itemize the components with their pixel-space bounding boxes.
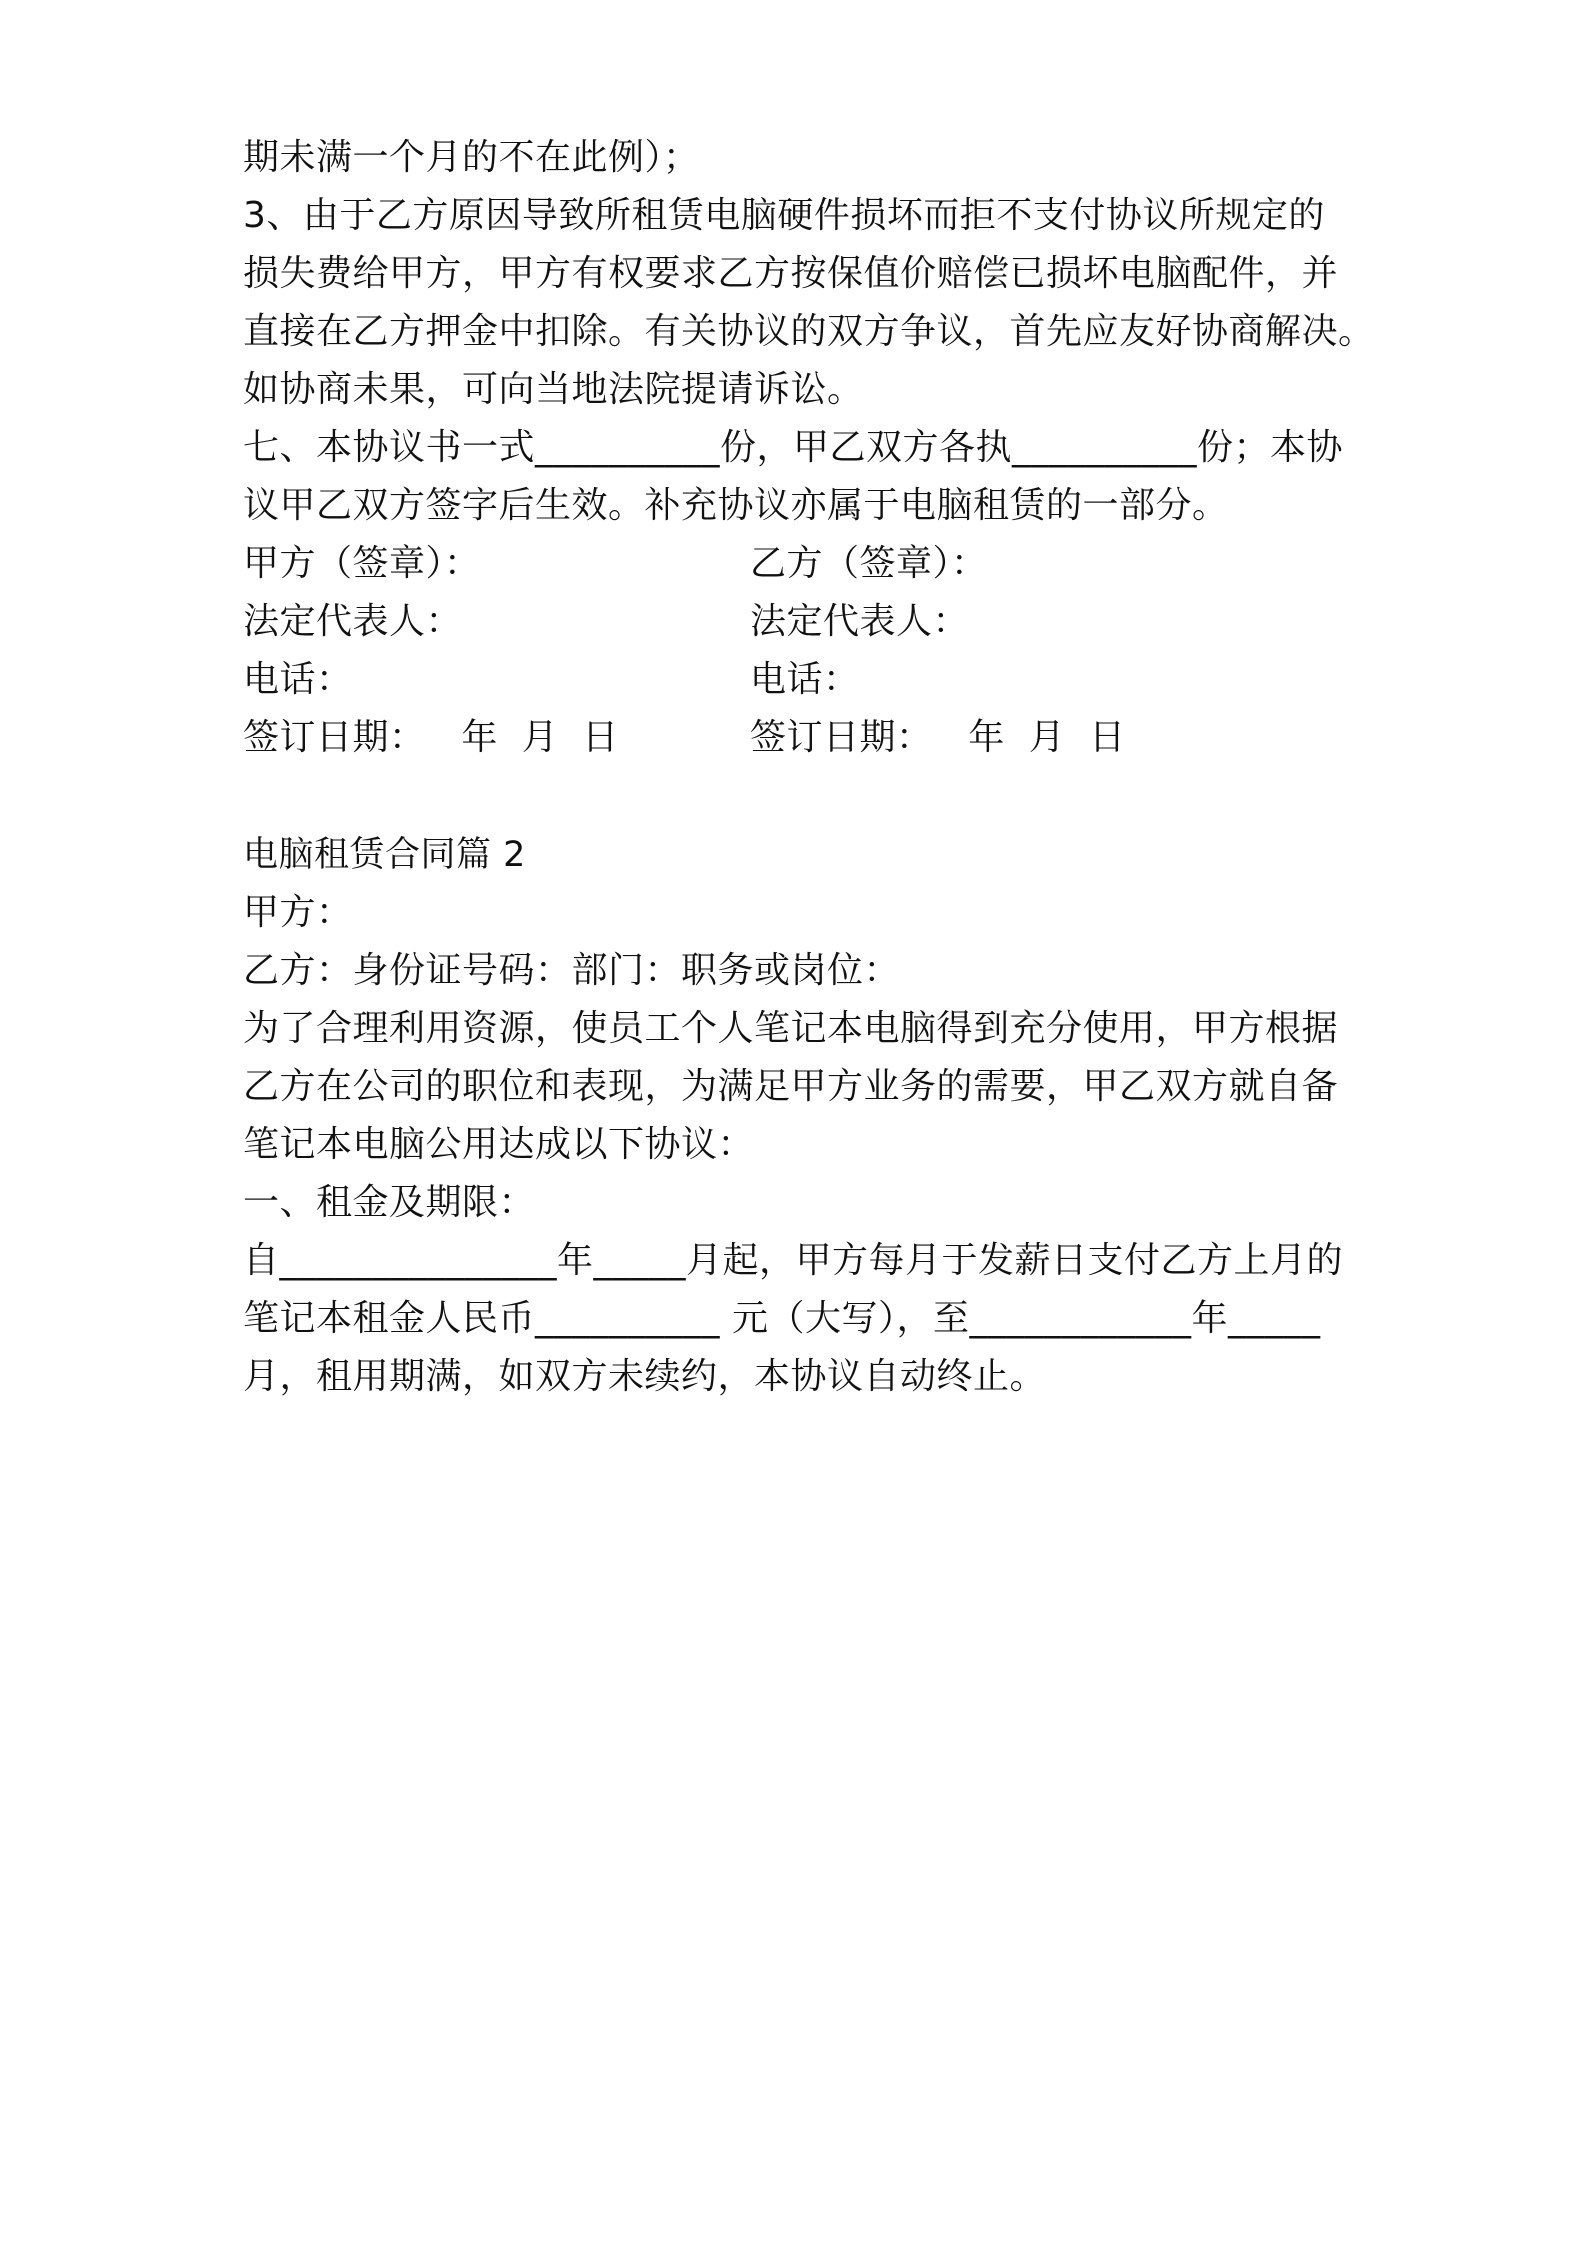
clause-line: 自_______________年_____月起，甲方每月于发薪日支付乙方上月的 xyxy=(243,1240,1344,1281)
signature-row-phone xyxy=(0,655,1586,705)
clause-line: 笔记本租金人民币__________ 元（大写），至____________年_____ xyxy=(243,1298,1321,1339)
party-b-phone-label: 电话： xyxy=(750,659,860,700)
paragraph-line: 期未满一个月的不在此例）； xyxy=(243,137,700,178)
intro-line: 笔记本电脑公用达成以下协议： xyxy=(243,1124,755,1165)
paragraph-line: 直接在乙方押金中扣除。有关协议的双方争议，首先应友好协商解决。 xyxy=(243,311,1375,352)
party-a-seal-label: 甲方（签章）： xyxy=(243,543,481,584)
intro-line: 为了合理利用资源，使员工个人笔记本电脑得到充分使用，甲方根据 xyxy=(243,1008,1339,1049)
signature-row-date xyxy=(0,713,1586,763)
paragraph-line: 3、由于乙方原因导致所租赁电脑硬件损坏而拒不支付协议所规定的 xyxy=(243,195,1325,236)
paragraph-line: 七、本协议书一式__________份，甲乙双方各执__________份；本协 xyxy=(243,427,1344,468)
party-a-phone-label: 电话： xyxy=(243,659,353,700)
signature-row-seal xyxy=(0,539,1586,589)
clause-heading: 一、租金及期限： xyxy=(243,1182,536,1223)
party-b-representative-label: 法定代表人： xyxy=(750,601,970,642)
party-a-line: 甲方： xyxy=(243,892,353,933)
paragraph-line: 议甲乙双方签字后生效。补充协议亦属于电脑租赁的一部分。 xyxy=(243,485,1229,526)
section-title: 电脑租赁合同篇 2 xyxy=(243,835,526,875)
party-a-date-label: 签订日期： 年 月 日 xyxy=(243,717,619,758)
party-b-line: 乙方：身份证号码：部门：职务或岗位： xyxy=(243,950,901,991)
party-b-date-label: 签订日期： 年 月 日 xyxy=(750,717,1126,758)
intro-line: 乙方在公司的职位和表现，为满足甲方业务的需要，甲乙双方就自备 xyxy=(243,1066,1339,1107)
paragraph-line: 如协商未果，可向当地法院提请诉讼。 xyxy=(243,369,864,410)
party-b-seal-label: 乙方（签章）： xyxy=(750,543,988,584)
paragraph-line: 损失费给甲方，甲方有权要求乙方按保值价赔偿已损坏电脑配件，并 xyxy=(243,253,1339,294)
clause-line: 月，租用期满，如双方未续约，本协议自动终止。 xyxy=(243,1356,1047,1397)
party-a-representative-label: 法定代表人： xyxy=(243,601,463,642)
signature-row-representative xyxy=(0,597,1586,647)
